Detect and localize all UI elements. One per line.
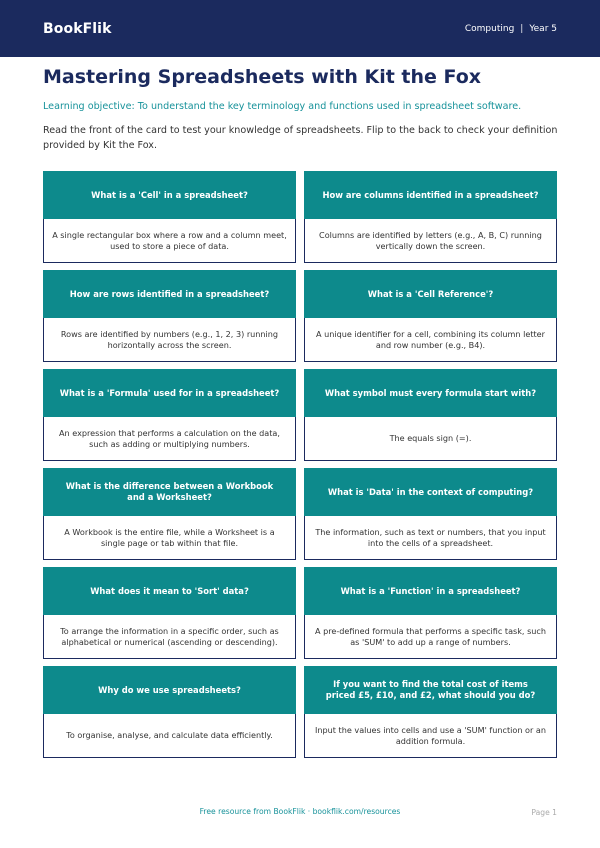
flashcard[interactable]: [43, 270, 296, 362]
card-question: Why do we use spreadsheets?: [43, 666, 296, 714]
card-answer: To arrange the information in a specific order, such as alphabetical or numerical (ascending or descending).: [43, 615, 296, 659]
card-answer: A single rectangular box where a row and a column meet, used to store a piece of data.: [43, 219, 296, 263]
learning-objective: Learning objective: To understand the key terminology and functions used in spreadsheet software.: [43, 101, 522, 112]
flashcard[interactable]: [43, 468, 296, 560]
card-answer: Input the values into cells and use a 'SUM' function or an addition formula.: [304, 714, 557, 758]
flashcard[interactable]: [304, 270, 557, 362]
flashcard[interactable]: [43, 567, 296, 659]
flashcard-grid: [43, 171, 557, 758]
card-answer: A unique identifier for a cell, combining its column letter and row number (e.g., B4).: [304, 318, 557, 362]
subject-label: Computing: [464, 23, 515, 34]
flashcard[interactable]: [43, 171, 296, 263]
card-question: What is 'Data' in the context of computing?: [304, 468, 557, 516]
intro-text: Read the front of the card to test your knowledge of spreadsheets. Flip to the back to check your definition provided by Kit the Fox.: [43, 125, 558, 151]
card-answer: An expression that performs a calculation on the data, such as adding or multiplying numbers.: [43, 417, 296, 461]
card-answer: A Workbook is the entire file, while a Worksheet is a single page or tab within that file.: [43, 516, 296, 560]
card-question: What is a 'Formula' used for in a spreadsheet?: [43, 369, 296, 417]
footer-resource-link[interactable]: Free resource from BookFlik · bookflik.com/resources: [199, 807, 401, 816]
year-label: Year 5: [529, 23, 557, 34]
card-question: How are rows identified in a spreadsheet?: [43, 270, 296, 318]
card-question: What is a 'Function' in a spreadsheet?: [304, 567, 557, 615]
card-answer: The information, such as text or numbers, that you input into the cells of a spreadsheet.: [304, 516, 557, 560]
header-meta: [465, 24, 557, 34]
header-bar: [0, 0, 600, 57]
card-answer: To organise, analyse, and calculate data efficiently.: [43, 714, 296, 758]
card-answer: The equals sign (=).: [304, 417, 557, 461]
card-question: What does it mean to 'Sort' data?: [43, 567, 296, 615]
page-number: Page 1: [531, 808, 557, 817]
card-answer: Rows are identified by numbers (e.g., 1, 2, 3) running horizontally across the screen.: [43, 318, 296, 362]
flashcard[interactable]: [304, 369, 557, 461]
flashcard[interactable]: [304, 171, 557, 263]
flashcard[interactable]: [304, 666, 557, 758]
card-answer: Columns are identified by letters (e.g., A, B, C) running vertically down the screen.: [304, 219, 557, 263]
card-question: What is the difference between a Workbook and a Worksheet?: [43, 468, 296, 516]
card-question: If you want to find the total cost of items priced £5, £10, and £2, what should you do?: [304, 666, 557, 714]
flashcard[interactable]: [43, 666, 296, 758]
brand-logo-text[interactable]: BookFlik: [43, 20, 112, 37]
card-question: How are columns identified in a spreadsheet?: [304, 171, 557, 219]
page-title: Mastering Spreadsheets with Kit the Fox: [43, 66, 482, 88]
card-answer: A pre-defined formula that performs a specific task, such as 'SUM' to add up a range of numbers.: [304, 615, 557, 659]
flashcard[interactable]: [304, 567, 557, 659]
card-question: What is a 'Cell' in a spreadsheet?: [43, 171, 296, 219]
card-question: What is a 'Cell Reference'?: [304, 270, 557, 318]
meta-separator: |: [520, 23, 524, 34]
flashcard[interactable]: [304, 468, 557, 560]
card-question: What symbol must every formula start with?: [304, 369, 557, 417]
flashcard[interactable]: [43, 369, 296, 461]
